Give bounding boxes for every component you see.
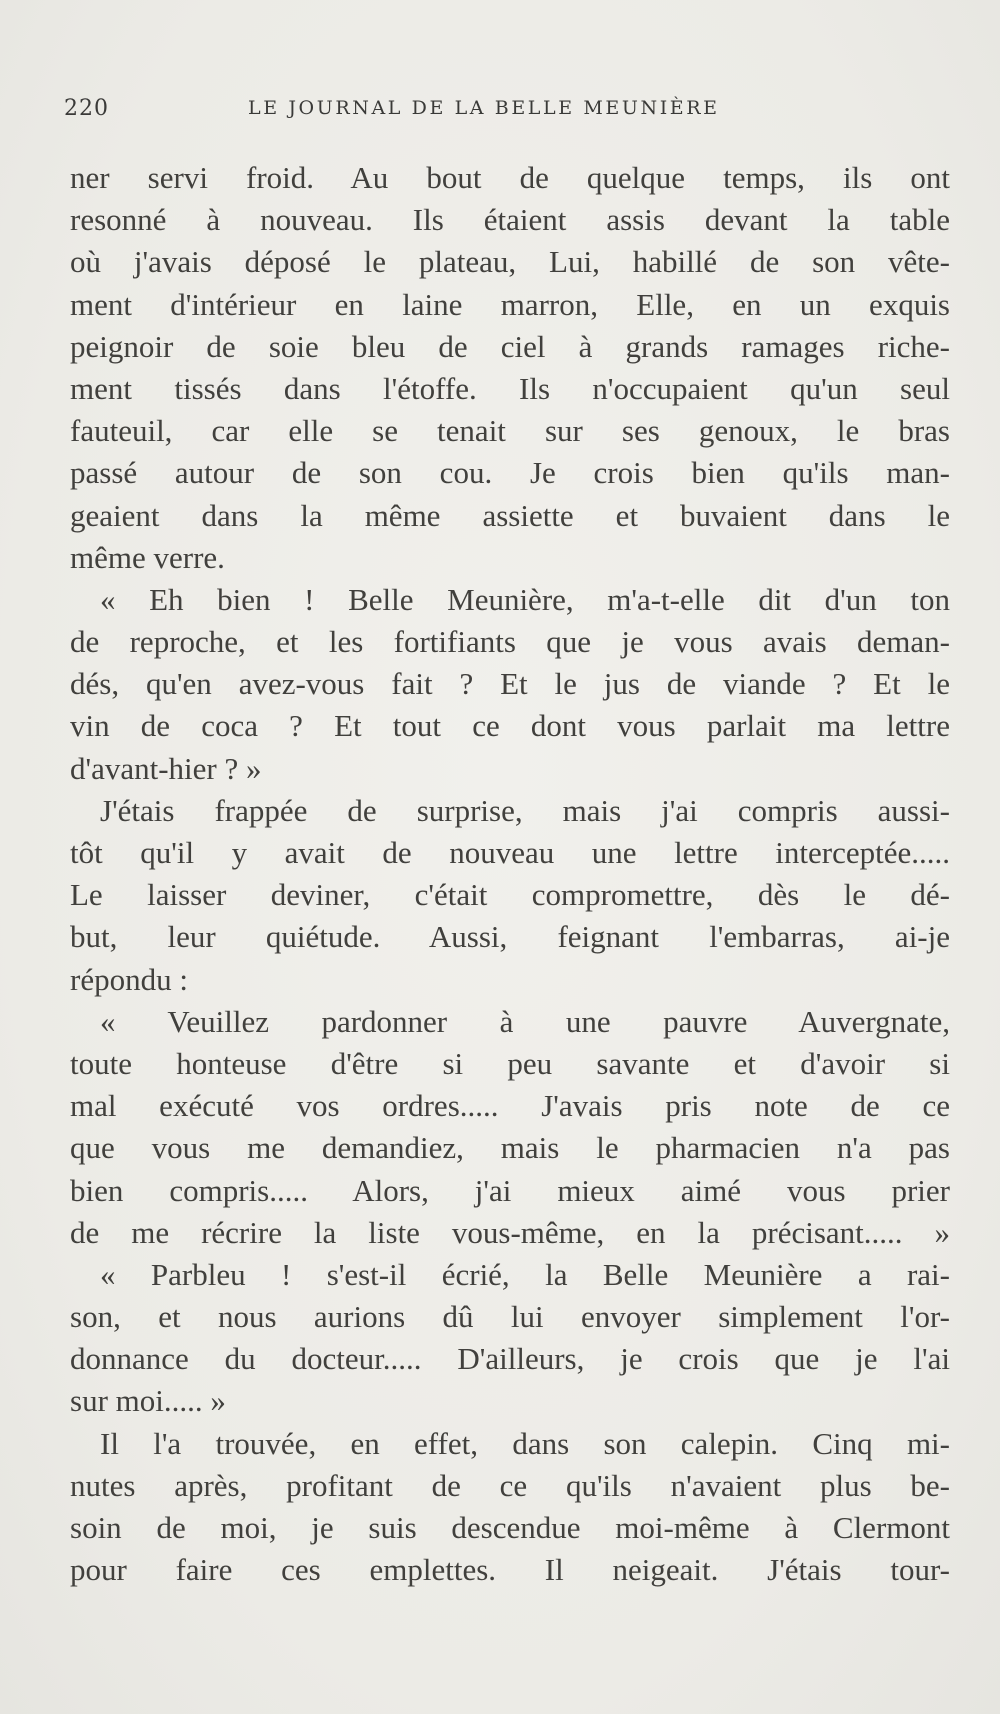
text-line: sur moi..... » <box>70 1383 226 1419</box>
text-line: fauteuil, car elle se tenait sur ses genoux, le bras <box>70 413 950 449</box>
text-line: son, et nous aurions dû lui envoyer simplement l'or- <box>70 1299 950 1335</box>
text-line: J'étais frappée de surprise, mais j'ai compris aussi- <box>100 792 950 828</box>
text-line: ment tissés dans l'étoffe. Ils n'occupaient qu'un seul <box>70 370 950 406</box>
text-line: vin de coca ? Et tout ce dont vous parlait ma lettre <box>70 708 950 744</box>
page-header <box>64 96 794 130</box>
text-line: même verre. <box>70 539 225 575</box>
text-line: tôt qu'il y avait de nouveau une lettre interceptée..... <box>70 835 950 870</box>
text-line: resonné à nouveau. Ils étaient assis devant la table <box>70 202 950 238</box>
text-line: de reproche, et les fortifiants que je vous avais deman- <box>70 624 950 660</box>
text-line: mal exécuté vos ordres..... J'avais pris note de ce <box>70 1088 950 1124</box>
text-line: d'avant-hier ? » <box>70 750 262 786</box>
text-line: bien compris..... Alors, j'ai mieux aimé vous prier <box>70 1172 950 1208</box>
text-line: « Veuillez pardonner à une pauvre Auvergnate, <box>100 1003 950 1039</box>
text-line: ner servi froid. Au bout de quelque temps, ils ont <box>70 160 950 195</box>
page-number: 220 <box>64 96 109 121</box>
text-line: dés, qu'en avez-vous fait ? Et le jus de viande ? Et le <box>70 666 950 702</box>
text-line: Il l'a trouvée, en effet, dans son calepin. Cinq mi- <box>100 1425 950 1461</box>
text-line: « Eh bien ! Belle Meunière, m'a-t-elle dit d'un ton <box>100 581 950 617</box>
text-line: passé autour de son cou. Je crois bien qu'ils man- <box>70 455 950 491</box>
text-line: donnance du docteur..... D'ailleurs, je crois que je l'ai <box>70 1341 950 1377</box>
text-line: « Parbleu ! s'est-il écrié, la Belle Meunière a rai- <box>100 1256 950 1292</box>
text-line: que vous me demandiez, mais le pharmacien n'a pas <box>70 1130 950 1166</box>
text-line: nutes après, profitant de ce qu'ils n'avaient plus be- <box>70 1467 950 1503</box>
page-body-text <box>70 157 950 1591</box>
text-line: répondu : <box>70 961 188 997</box>
text-line: geaient dans la même assiette et buvaient dans le <box>70 497 950 533</box>
text-line: toute honteuse d'être si peu savante et d'avoir si <box>70 1045 950 1081</box>
text-line: soin de moi, je suis descendue moi-même à Clermont <box>70 1510 950 1545</box>
text-line: pour faire ces emplettes. Il neigeait. J'étais tour- <box>70 1552 950 1588</box>
text-line: but, leur quiétude. Aussi, feignant l'embarras, ai-je <box>70 919 950 955</box>
text-line: Le laisser deviner, c'était compromettre, dès le dé- <box>70 877 950 913</box>
text-line: de me récrire la liste vous-même, en la précisant..... » <box>70 1214 950 1250</box>
text-line: ment d'intérieur en laine marron, Elle, en un exquis <box>70 286 950 322</box>
text-line: peignoir de soie bleu de ciel à grands ramages riche- <box>70 328 950 364</box>
running-title: LE JOURNAL DE LA BELLE MEUNIÈRE <box>248 97 720 119</box>
text-line: où j'avais déposé le plateau, Lui, habillé de son vête- <box>70 244 950 280</box>
